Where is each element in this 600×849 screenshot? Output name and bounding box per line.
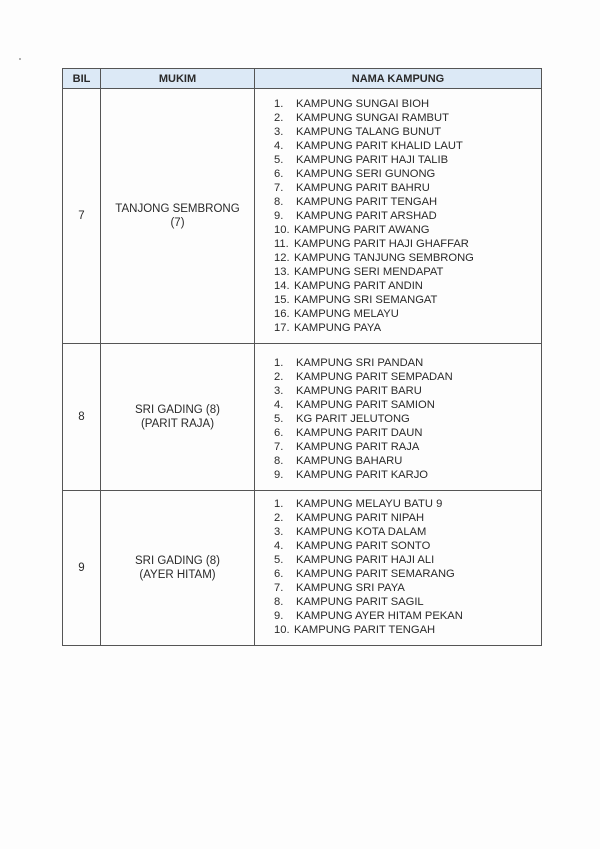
kampung-item (274, 237, 541, 251)
kampung-name: KG PARIT JELUTONG (296, 413, 410, 425)
mukim-line: SRI GADING (8) (135, 555, 220, 567)
mukim-line: (PARIT RAJA) (140, 418, 215, 430)
kampung-name: KAMPUNG SUNGAI BIOH (296, 98, 430, 110)
item-number: 6. (274, 427, 284, 439)
kampung-name: KAMPUNG PARIT HAJI ALI (296, 554, 435, 566)
item-number: 15. (274, 294, 290, 306)
kampung-name: KAMPUNG TALANG BUNUT (296, 126, 442, 138)
kampung-name: KAMPUNG PARIT SAGIL (296, 596, 424, 608)
item-number: 4. (274, 140, 284, 152)
kampung-name: KAMPUNG SRI SEMANGAT (294, 294, 438, 306)
kampung-name: KAMPUNG PARIT ANDIN (294, 280, 423, 292)
kampung-item (274, 111, 541, 125)
kampung-item (274, 623, 541, 637)
item-number: 3. (274, 126, 284, 138)
item-number: 10. (274, 224, 290, 236)
item-number: 7. (274, 582, 284, 594)
item-number: 9. (274, 210, 284, 222)
kampung-name: KAMPUNG KOTA DALAM (296, 526, 427, 538)
mukim-cell (101, 89, 255, 344)
item-number: 5. (274, 413, 284, 425)
item-number: 11. (274, 238, 289, 250)
kampung-item (274, 167, 541, 181)
kampung-item (274, 497, 541, 511)
kampung-name: KAMPUNG PARIT AWANG (294, 224, 430, 236)
kampung-table (62, 68, 542, 646)
kampung-item (274, 398, 541, 412)
item-number: 3. (274, 385, 284, 397)
kampung-name: KAMPUNG PAYA (294, 322, 382, 334)
kampung-name: KAMPUNG PARIT TENGAH (296, 196, 438, 208)
item-number: 14. (274, 280, 290, 292)
item-number: 4. (274, 399, 284, 411)
kampung-item (274, 223, 541, 237)
kampung-item (274, 553, 541, 567)
item-number: 17. (274, 322, 290, 334)
kampung-name: KAMPUNG PARIT NIPAH (296, 512, 425, 524)
table-row (63, 491, 542, 646)
kampung-item (274, 195, 541, 209)
item-number: 12. (274, 252, 290, 264)
kampung-item (274, 609, 541, 623)
kampung-item (274, 97, 541, 111)
kampung-name: KAMPUNG PARIT RAJA (296, 441, 420, 453)
item-number: 1. (274, 498, 284, 510)
kampung-list (255, 497, 541, 637)
mukim-cell (101, 491, 255, 646)
item-number: 2. (274, 371, 284, 383)
kampung-item (274, 511, 541, 525)
kampung-name: KAMPUNG PARIT SONTO (296, 540, 431, 552)
kampung-name: KAMPUNG SRI PANDAN (296, 357, 424, 369)
kampung-name: KAMPUNG PARIT HAJI GHAFFAR (294, 238, 469, 250)
kampung-item (274, 356, 541, 370)
item-number: 3. (274, 526, 284, 538)
scan-speck (19, 58, 21, 60)
kampung-item (274, 468, 541, 482)
item-number: 2. (274, 112, 284, 124)
mukim-cell (101, 344, 255, 491)
kampung-list (255, 97, 541, 335)
kampung-name: KAMPUNG PARIT BARU (296, 385, 422, 397)
kampung-item (274, 426, 541, 440)
item-number: 7. (274, 441, 284, 453)
kampung-name: KAMPUNG PARIT SEMARANG (296, 568, 455, 580)
mukim-line: SRI GADING (8) (135, 404, 220, 416)
kampung-name: KAMPUNG SRI PAYA (296, 582, 405, 594)
kampung-name: KAMPUNG SERI GUNONG (296, 168, 436, 180)
kampung-item (274, 581, 541, 595)
kampung-name: KAMPUNG PARIT KARJO (296, 469, 428, 481)
item-number: 10. (274, 624, 290, 636)
kampung-name: KAMPUNG MELAYU (294, 308, 399, 320)
item-number: 5. (274, 554, 284, 566)
table-row (63, 344, 542, 491)
header-mukim: MUKIM (101, 69, 255, 89)
kampung-item (274, 307, 541, 321)
nama-kampung-cell (255, 344, 542, 491)
item-number: 8. (274, 455, 284, 467)
kampung-item (274, 279, 541, 293)
bil-cell: 7 (63, 89, 101, 344)
kampung-name: KAMPUNG MELAYU BATU 9 (296, 498, 443, 510)
kampung-name: KAMPUNG SUNGAI RAMBUT (296, 112, 449, 124)
item-number: 6. (274, 568, 284, 580)
nama-kampung-cell (255, 491, 542, 646)
item-number: 2. (274, 512, 284, 524)
kampung-item (274, 567, 541, 581)
item-number: 4. (274, 540, 284, 552)
item-number: 1. (274, 98, 284, 110)
mukim-line: TANJONG SEMBRONG (115, 203, 240, 215)
bil-cell: 9 (63, 491, 101, 646)
kampung-name: KAMPUNG PARIT HAJI TALIB (296, 154, 449, 166)
kampung-item (274, 321, 541, 335)
kampung-item (274, 595, 541, 609)
kampung-name: KAMPUNG BAHARU (296, 455, 403, 467)
item-number: 13. (274, 266, 290, 278)
header-nama-kampung: NAMA KAMPUNG (255, 69, 542, 89)
kampung-item (274, 539, 541, 553)
kampung-name: KAMPUNG PARIT KHALID LAUT (296, 140, 463, 152)
item-number: 8. (274, 196, 284, 208)
kampung-item (274, 209, 541, 223)
kampung-item (274, 440, 541, 454)
header-bil: BIL (63, 69, 101, 89)
kampung-name: KAMPUNG PARIT SAMION (296, 399, 435, 411)
header-row (63, 69, 542, 89)
kampung-name: KAMPUNG PARIT TENGAH (294, 624, 436, 636)
kampung-item (274, 293, 541, 307)
item-number: 16. (274, 308, 290, 320)
item-number: 9. (274, 610, 284, 622)
item-number: 8. (274, 596, 284, 608)
kampung-name: KAMPUNG TANJUNG SEMBRONG (294, 252, 474, 264)
kampung-name: KAMPUNG AYER HITAM PEKAN (296, 610, 463, 622)
kampung-item (274, 181, 541, 195)
item-number: 7. (274, 182, 284, 194)
kampung-item (274, 251, 541, 265)
item-number: 1. (274, 357, 284, 369)
kampung-item (274, 525, 541, 539)
mukim-line: (7) (170, 217, 185, 229)
kampung-item (274, 265, 541, 279)
item-number: 9. (274, 469, 284, 481)
bil-cell: 8 (63, 344, 101, 491)
kampung-name: KAMPUNG PARIT DAUN (296, 427, 423, 439)
kampung-item (274, 125, 541, 139)
mukim-line: (AYER HITAM) (139, 569, 216, 581)
kampung-name: KAMPUNG PARIT ARSHAD (296, 210, 437, 222)
table-row (63, 89, 542, 344)
kampung-item (274, 153, 541, 167)
kampung-item (274, 370, 541, 384)
kampung-item (274, 454, 541, 468)
kampung-item (274, 412, 541, 426)
kampung-name: KAMPUNG PARIT BAHRU (296, 182, 430, 194)
item-number: 6. (274, 168, 284, 180)
kampung-name: KAMPUNG PARIT SEMPADAN (296, 371, 453, 383)
kampung-list (255, 356, 541, 482)
kampung-item (274, 139, 541, 153)
kampung-item (274, 384, 541, 398)
item-number: 5. (274, 154, 284, 166)
kampung-name: KAMPUNG SERI MENDAPAT (294, 266, 444, 278)
nama-kampung-cell (255, 89, 542, 344)
